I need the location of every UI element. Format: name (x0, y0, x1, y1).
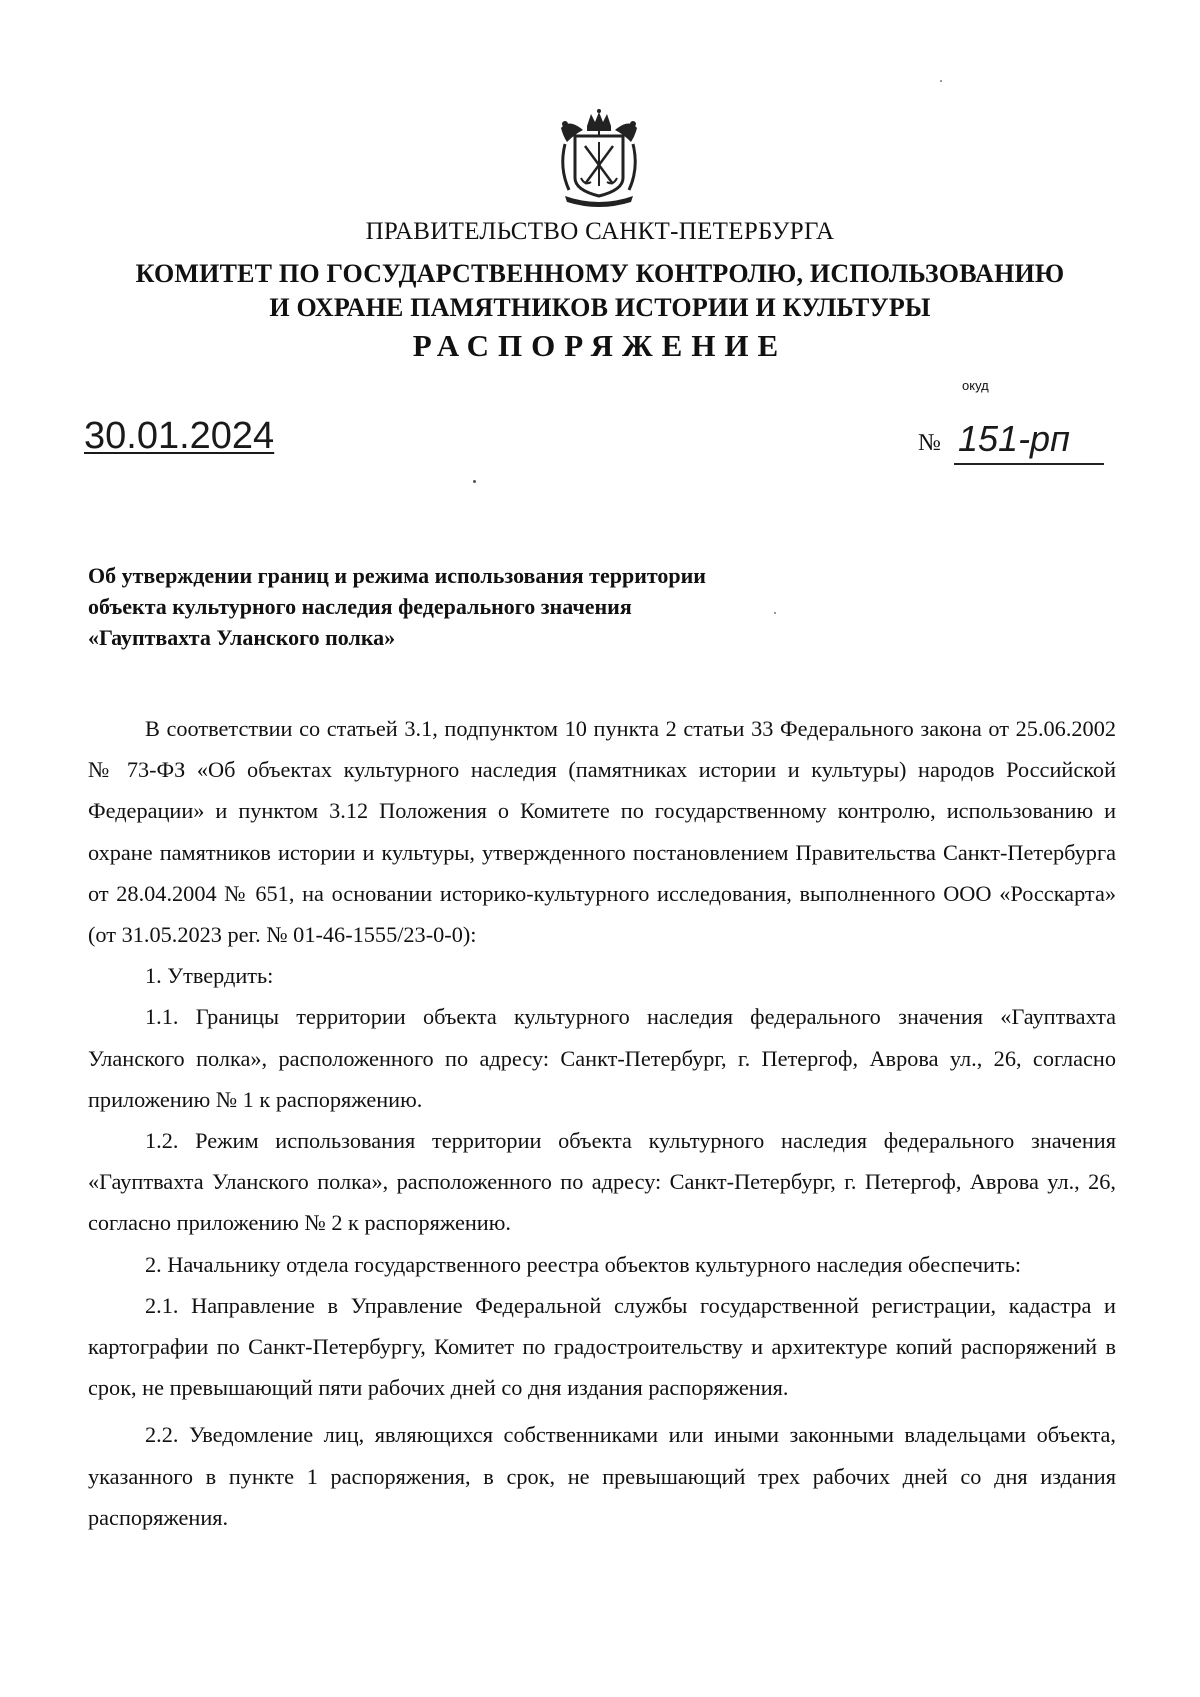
paragraph-2-2: 2.2. Уведомление лиц, являющихся собственниками или иными законными владельцами объекта, указанного в пункте 1 распоряжения, в срок, не превышающий трех рабочих дней со дня издания распоряжения. (88, 1422, 1116, 1530)
subject-line-1: Об утверждении границ и режима использования территории (88, 563, 706, 588)
document-number-block (918, 418, 1104, 466)
paragraph-1-2: 1.2. Режим использования территории объекта культурного наследия федерального значения «Гауптвахта Уланского полка», расположенного по адресу: Санкт-Петербург, г. Петергоф, Аврова ул., 26, согласно приложению № 2 к распоряжению. (88, 1128, 1116, 1236)
paragraph-2: 2. Начальнику отдела государственного реестра объектов культурного наследия обеспечить: (145, 1251, 1022, 1277)
paragraph-2-1: 2.1. Направление в Управление Федеральной службы государственной регистрации, кадастра и картографии по Санкт-Петербургу, Комитет по градостроительству и архитектуре копий распоряжений в срок, не превышающий пяти рабочих дней со дня издания распоряжения. (88, 1292, 1116, 1401)
number-sign: № (918, 430, 941, 456)
paragraph-1-1: 1.1. Границы территории объекта культурного наследия федерального значения «Гауптвахта Уланского полка», расположенного по адресу: Санкт-Петербург, г. Петергоф, Аврова ул., 26, согласно приложению № 1 к распоряжению. (88, 1004, 1116, 1112)
paragraph-1: 1. Утвердить: (145, 963, 274, 989)
scan-speck (473, 480, 476, 483)
coat-of-arms-icon (555, 108, 643, 208)
subject-line-3: «Гауптвахта Уланского полка» (88, 625, 396, 650)
government-title: ПРАВИТЕЛЬСТВО САНКТ-ПЕТЕРБУРГА (365, 218, 835, 245)
document-subject (88, 560, 848, 653)
number-underline (954, 463, 1104, 465)
subject-line-2: объекта культурного наследия федерального значения (88, 594, 632, 619)
preamble-paragraph: В соответствии со статьей 3.1, подпунктом 10 пункта 2 статьи 33 Федерального закона от 25.06.2002 № 73-ФЗ «Об объектах культурного наследия (памятниках истории и культуры) народов Российской Федерации» и пунктом 3.12 Положения о Комитете по государственному контролю, использованию и охране памятников истории и культуры, утвержденного постановлением Правительства Санкт-Петербурга от 28.04.2004 № 651, на основании историко-культурного исследования, выполненного ООО «Росскарта» (от 31.05.2023 рег. № 01-46-1555/23-0-0): (88, 716, 1116, 948)
committee-title (0, 257, 1200, 325)
document-number: 151-рп (958, 418, 1070, 459)
document-body (88, 708, 1116, 1538)
okud-label: окуд (962, 378, 989, 393)
scan-speck (940, 80, 942, 82)
committee-line-1: КОМИТЕТ ПО ГОСУДАРСТВЕННОМУ КОНТРОЛЮ, ИСПОЛЬЗОВАНИЮ (135, 259, 1065, 288)
document-date: 30.01.2024 (84, 415, 275, 457)
committee-line-2: И ОХРАНЕ ПАМЯТНИКОВ ИСТОРИИ И КУЛЬТУРЫ (269, 293, 931, 322)
document-type: РАСПОРЯЖЕНИЕ (412, 328, 788, 363)
